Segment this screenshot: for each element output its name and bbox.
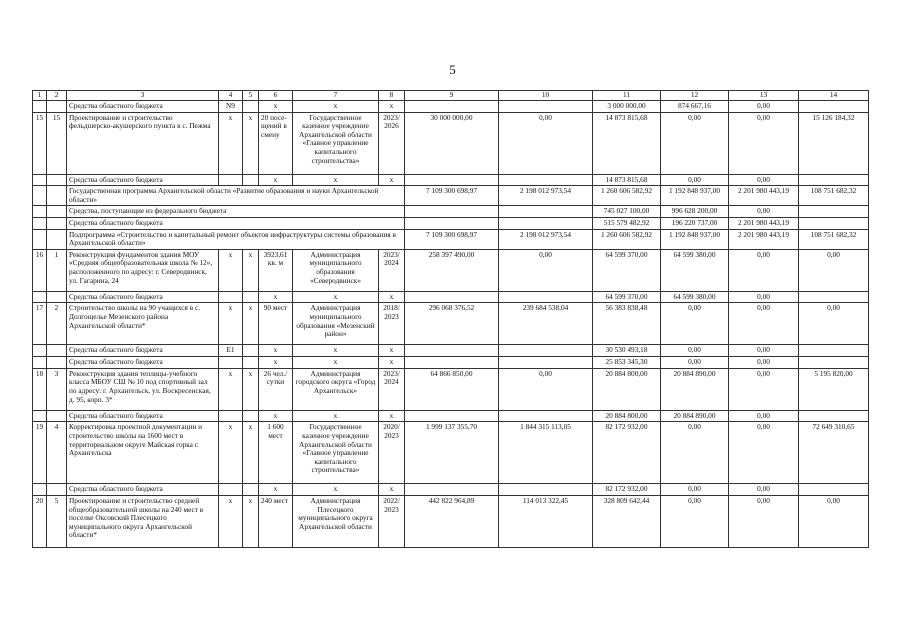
table-cell: 1 [47, 249, 67, 291]
table-cell [799, 174, 869, 186]
table-cell [47, 291, 67, 303]
table-cell [405, 410, 499, 422]
table-cell: 7 109 300 698,97 [405, 186, 499, 206]
table-cell [405, 218, 499, 230]
table-cell: x [259, 101, 293, 113]
table-cell [499, 291, 593, 303]
table-cell [47, 186, 67, 206]
table-cell: x [243, 112, 259, 174]
table-cell: Строительство школы на 90 учащихся в с. Долгощелье Мезенского района Архангельской области* [67, 303, 219, 345]
table-cell: x [379, 484, 405, 496]
table-cell [243, 357, 259, 369]
table-cell: x [379, 410, 405, 422]
table-cell: Средства областного бюджета [67, 410, 219, 422]
table-cell: 240 мест [259, 495, 293, 547]
table-cell [33, 101, 47, 113]
table-cell [243, 101, 259, 113]
table-cell [499, 484, 593, 496]
table-cell [47, 357, 67, 369]
table-cell: 0,00 [729, 291, 799, 303]
table-cell: 4 [47, 422, 67, 484]
table-cell: 2023/ 2024 [379, 368, 405, 410]
table-cell: x [293, 357, 379, 369]
table-cell: 2022/ 2023 [379, 495, 405, 547]
table-cell: x [379, 345, 405, 357]
table-cell: 2 201 980 443,19 [729, 218, 799, 230]
table-row [33, 484, 869, 496]
table-cell: Проектирование и строительство средней общеобразовательной школы на 240 мест в поселке Оксовский Плесецкого муниципального округа Архангельской области* [67, 495, 219, 547]
table-cell [405, 206, 499, 218]
table-cell: 0,00 [661, 174, 729, 186]
table-cell [47, 206, 67, 218]
table-cell [219, 174, 243, 186]
table-cell: x [243, 422, 259, 484]
table-cell: 2023/ 2026 [379, 112, 405, 174]
table-cell: 0,00 [499, 112, 593, 174]
table-cell: Средства областного бюджета [67, 484, 219, 496]
table-row [33, 303, 869, 345]
table-cell: 18 [33, 368, 47, 410]
table-cell: Средства, поступающие из федерального бюджета [67, 206, 405, 218]
table-cell: 2 [47, 303, 67, 345]
table-cell: 20 884 800,00 [593, 410, 661, 422]
table-cell: x [259, 174, 293, 186]
table-cell: Средства областного бюджета [67, 174, 219, 186]
table-cell: x [259, 357, 293, 369]
table-cell: N9 [219, 101, 243, 113]
table-cell: x [219, 368, 243, 410]
table-cell: Администрация муниципального образования «Северодвинск» [293, 249, 379, 291]
table-cell: 64 599 380,00 [661, 291, 729, 303]
table-cell: x [219, 303, 243, 345]
table-cell: 2018/ 2023 [379, 303, 405, 345]
table-cell [499, 218, 593, 230]
table-cell [243, 484, 259, 496]
table-cell [33, 484, 47, 496]
table-row [33, 218, 869, 230]
table-row [33, 357, 869, 369]
table-cell: x [219, 112, 243, 174]
table-cell: Администрация городского округа «Город Архангельск» [293, 368, 379, 410]
table-cell: 14 873 815,68 [593, 112, 661, 174]
table-cell [33, 357, 47, 369]
table-cell: Государственное казенное учреждение Архангельской области «Главное управление капитального строительства» [293, 112, 379, 174]
budget-table [32, 90, 869, 548]
table-cell [405, 291, 499, 303]
table-cell: x [259, 345, 293, 357]
table-cell [33, 229, 47, 249]
table-cell [219, 357, 243, 369]
table-cell [499, 101, 593, 113]
table-cell [33, 174, 47, 186]
table-cell: 1 260 606 582,92 [593, 229, 661, 249]
table-cell: 0,00 [661, 345, 729, 357]
table-cell [243, 345, 259, 357]
table-cell: 20 884 890,00 [661, 410, 729, 422]
table-cell: 0,00 [729, 101, 799, 113]
table-cell: 2 198 012 973,54 [499, 186, 593, 206]
column-header: 13 [729, 91, 799, 101]
table-row [33, 410, 869, 422]
table-cell: 442 822 964,89 [405, 495, 499, 547]
table-cell: 0,00 [729, 410, 799, 422]
table-cell [219, 410, 243, 422]
table-cell: Корректировка проектной документации и строительство школы на 1600 мест в территориальном округе Майская горка г. Архангельска [67, 422, 219, 484]
table-cell: 64 599 380,00 [661, 249, 729, 291]
table-cell: x [379, 174, 405, 186]
table-cell: x [243, 495, 259, 547]
table-row [33, 495, 869, 547]
table-cell [33, 345, 47, 357]
table-cell [799, 357, 869, 369]
table-cell: x [293, 410, 379, 422]
table-cell: 2 198 012 973,54 [499, 229, 593, 249]
page-number: 5 [449, 62, 456, 77]
table-cell: 874 667,16 [661, 101, 729, 113]
table-cell [799, 410, 869, 422]
table-cell [33, 291, 47, 303]
table-cell: x [293, 484, 379, 496]
table-cell [47, 484, 67, 496]
table-cell: Средства областного бюджета [67, 218, 405, 230]
table-cell: 0,00 [729, 368, 799, 410]
table-cell: 2 201 980 443,19 [729, 186, 799, 206]
table-cell: 7 109 300 698,97 [405, 229, 499, 249]
column-header: 3 [67, 91, 219, 101]
table-cell: Подпрограмма «Строительство и капитальный ремонт объектов инфраструктуры системы образования в Архангельской области» [67, 229, 405, 249]
table-cell [219, 484, 243, 496]
table-cell: x [379, 291, 405, 303]
table-cell: 0,00 [661, 357, 729, 369]
table-cell [499, 345, 593, 357]
table-cell [33, 410, 47, 422]
table-cell: 0,00 [729, 484, 799, 496]
table-cell: x [259, 484, 293, 496]
table-cell: 0,00 [661, 495, 729, 547]
table-cell: 0,00 [499, 368, 593, 410]
table-cell: 1 600 мест [259, 422, 293, 484]
table-cell: x [293, 174, 379, 186]
table-cell [499, 410, 593, 422]
table-cell: Средства областного бюджета [67, 357, 219, 369]
table-row [33, 206, 869, 218]
table-cell: 0,00 [661, 112, 729, 174]
table-cell [405, 357, 499, 369]
table-row [33, 174, 869, 186]
table-cell: 996 628 200,00 [661, 206, 729, 218]
table-cell: 20 884 800,00 [593, 368, 661, 410]
table-cell: 515 579 482,92 [593, 218, 661, 230]
table-cell: 30 000 000,00 [405, 112, 499, 174]
table-cell: 0,00 [729, 303, 799, 345]
table-cell: 1 260 606 582,92 [593, 186, 661, 206]
table-cell: 26 чел./сутки [259, 368, 293, 410]
table-cell: Администрация Плесецкого муниципального округа Архангельской области [293, 495, 379, 547]
table-row [33, 101, 869, 113]
table-cell: Средства областного бюджета [67, 101, 219, 113]
table-cell: 0,00 [729, 174, 799, 186]
table-cell: 0,00 [729, 357, 799, 369]
table-cell: Государственная программа Архангельской области «Развитие образования и науки Архангельской области» [67, 186, 405, 206]
table-cell: 0,00 [799, 495, 869, 547]
table-cell [405, 101, 499, 113]
table-cell: 20 [33, 495, 47, 547]
table-cell: 15 [47, 112, 67, 174]
column-header: 1 [33, 91, 47, 101]
table-row [33, 291, 869, 303]
table-cell [33, 186, 47, 206]
table-cell: 745 027 100,00 [593, 206, 661, 218]
table-cell: Средства областного бюджета [67, 291, 219, 303]
column-header: 11 [593, 91, 661, 101]
table-cell: 20 884 890,00 [661, 368, 729, 410]
table-cell: 1 192 848 937,00 [661, 186, 729, 206]
table-cell: 328 809 642,44 [593, 495, 661, 547]
table-cell: 239 684 538,04 [499, 303, 593, 345]
column-header: 14 [799, 91, 869, 101]
table-cell: 72 649 310,65 [799, 422, 869, 484]
table-cell: 30 530 493,18 [593, 345, 661, 357]
table-cell [499, 357, 593, 369]
table-cell: 108 751 682,32 [799, 186, 869, 206]
table-cell [219, 291, 243, 303]
table-cell: 1 192 848 937,00 [661, 229, 729, 249]
table-cell [243, 174, 259, 186]
table-cell [799, 291, 869, 303]
table-cell [47, 218, 67, 230]
table-cell: x [243, 303, 259, 345]
table-cell: 0,00 [729, 422, 799, 484]
table-cell: Администрация муниципального образования «Мезенский район» [293, 303, 379, 345]
table-cell: 258 397 490,00 [405, 249, 499, 291]
table-row [33, 422, 869, 484]
table-cell: 0,00 [799, 249, 869, 291]
table-cell [799, 345, 869, 357]
table-cell: 20 посе-щений в смену [259, 112, 293, 174]
table-cell: 64 866 850,00 [405, 368, 499, 410]
table-cell: 0,00 [729, 112, 799, 174]
table-cell: x [379, 101, 405, 113]
column-header: 6 [259, 91, 293, 101]
table-cell: Реконструкция фундаментов здания МОУ «Средняя общеобразовательная школа № 12», расположенного по адресу: г. Северодвинск, ул. Гагарина, 24 [67, 249, 219, 291]
table-cell: 3923,61 кв. м [259, 249, 293, 291]
table-cell: 296 068 376,52 [405, 303, 499, 345]
table-row [33, 229, 869, 249]
table-cell [243, 291, 259, 303]
column-header: 10 [499, 91, 593, 101]
table-cell: 0,00 [729, 249, 799, 291]
table-cell [47, 345, 67, 357]
table-cell: Государственное казенное учреждение Архангельской области «Главное управление капитального строительства» [293, 422, 379, 484]
column-header: 8 [379, 91, 405, 101]
column-header: 4 [219, 91, 243, 101]
table-cell: 0,00 [661, 422, 729, 484]
table-cell [405, 484, 499, 496]
table-cell: x [293, 291, 379, 303]
table-cell: 2020/ 2023 [379, 422, 405, 484]
table-cell [47, 174, 67, 186]
table-row [33, 112, 869, 174]
table-cell: Средства областного бюджета [67, 345, 219, 357]
table-cell: x [219, 422, 243, 484]
table-cell [47, 410, 67, 422]
table-cell: 0,00 [729, 206, 799, 218]
table-cell: 0,00 [499, 249, 593, 291]
table-cell: 15 [33, 112, 47, 174]
table-cell: 64 599 370,00 [593, 291, 661, 303]
table-cell: 114 013 322,45 [499, 495, 593, 547]
table-cell [799, 206, 869, 218]
table-row [33, 186, 869, 206]
table-cell [33, 206, 47, 218]
table-cell: 3 [47, 368, 67, 410]
table-row [33, 368, 869, 410]
table-cell [47, 229, 67, 249]
table-cell: x [259, 291, 293, 303]
column-header: 9 [405, 91, 499, 101]
table-cell: 0,00 [799, 303, 869, 345]
table-cell: Реконструкция здания теплицы-учебного класса МБОУ СШ № 10 под спортивный зал по адресу: г. Архангельск, ул. Воскресенская, д. 95, корп. 3* [67, 368, 219, 410]
table-cell: 108 751 682,32 [799, 229, 869, 249]
table-cell: x [219, 495, 243, 547]
table-cell: 82 172 932,00 [593, 422, 661, 484]
table-cell: 14 873 815,68 [593, 174, 661, 186]
table-cell: 0,00 [661, 303, 729, 345]
table-cell: 2 201 980 443,19 [729, 229, 799, 249]
table-cell: 16 [33, 249, 47, 291]
table-cell: x [259, 410, 293, 422]
table-cell: 15 126 184,32 [799, 112, 869, 174]
table-cell: 0,00 [729, 495, 799, 547]
table-cell: x [243, 368, 259, 410]
table-cell: x [293, 345, 379, 357]
table-cell [405, 174, 499, 186]
table-cell [33, 218, 47, 230]
table-cell: 90 мест [259, 303, 293, 345]
table-cell: x [243, 249, 259, 291]
table-cell [499, 174, 593, 186]
table-cell: 19 [33, 422, 47, 484]
table-cell [799, 101, 869, 113]
column-header: 7 [293, 91, 379, 101]
table-cell: 0,00 [661, 484, 729, 496]
table-cell: x [379, 357, 405, 369]
table-cell: Проектирование и строительство фельдшерско-акушерского пункта в с. Пежма [67, 112, 219, 174]
table-cell: 3 000 000,00 [593, 101, 661, 113]
table-cell [243, 410, 259, 422]
table-cell [799, 218, 869, 230]
table-cell: x [293, 101, 379, 113]
table-cell [405, 345, 499, 357]
table-cell: 64 599 370,00 [593, 249, 661, 291]
header-row [33, 91, 869, 101]
table-cell: 17 [33, 303, 47, 345]
table-cell [799, 484, 869, 496]
table-cell: 0,00 [729, 345, 799, 357]
table-cell: 56 383 838,48 [593, 303, 661, 345]
table-cell [499, 206, 593, 218]
column-header: 2 [47, 91, 67, 101]
table-cell: 25 853 345,30 [593, 357, 661, 369]
table-cell: 1 844 315 113,05 [499, 422, 593, 484]
table-cell: 1 999 137 355,70 [405, 422, 499, 484]
table-row [33, 345, 869, 357]
table-cell [47, 101, 67, 113]
table-cell: 5 195 820,00 [799, 368, 869, 410]
table-row [33, 249, 869, 291]
table-cell: 82 172 932,00 [593, 484, 661, 496]
table-cell: 196 220 737,00 [661, 218, 729, 230]
column-header: 12 [661, 91, 729, 101]
column-header: 5 [243, 91, 259, 101]
table-cell: E1 [219, 345, 243, 357]
table-cell: 2023/ 2024 [379, 249, 405, 291]
table-cell: 5 [47, 495, 67, 547]
table-cell: x [219, 249, 243, 291]
